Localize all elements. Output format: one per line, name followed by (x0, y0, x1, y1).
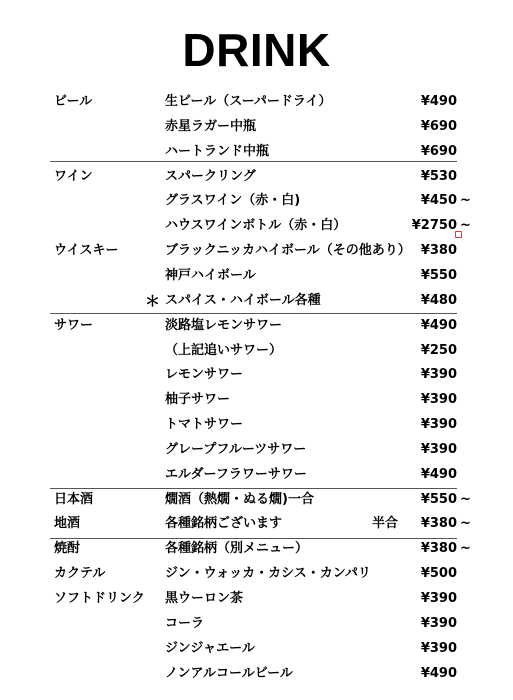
category-label: カクテル (54, 566, 106, 582)
section-divider (50, 488, 457, 489)
item-price: ¥490 (420, 317, 457, 333)
item-price: ¥390 (420, 640, 457, 656)
section-divider (50, 313, 457, 314)
page-title: DRINK (182, 24, 331, 76)
item-name: ハウスワインボトル（赤・白） (165, 218, 347, 234)
item-name: 燗酒（熱燗・ぬる燗)一合 (165, 491, 314, 507)
menu-row (0, 490, 513, 510)
menu-row (0, 142, 513, 162)
item-price: ¥390 (420, 591, 457, 606)
item-price: ¥390 (420, 392, 457, 408)
price-from-tilde: ~ (460, 491, 471, 507)
price-from-tilde: ~ (460, 541, 471, 557)
item-price: ¥380 (420, 516, 457, 532)
item-name: 柚子サワー (165, 392, 231, 408)
item-name: ジン・ウォッカ・カシス・カンパリ (165, 566, 371, 582)
menu-row (0, 539, 513, 559)
item-price: ¥530 (420, 168, 457, 184)
item-price: ¥450 (420, 193, 457, 209)
item-name: エルダーフラワーサワー (165, 466, 307, 482)
menu-row (0, 316, 513, 336)
item-name: ジンジャエール (165, 640, 255, 656)
item-name: スパークリング (165, 168, 256, 184)
item-price: ¥390 (420, 615, 457, 631)
menu-row (0, 167, 513, 187)
item-name: 神戸ハイボール (165, 267, 256, 283)
item-name: レモンサワー (165, 367, 244, 383)
menu-row (0, 216, 513, 236)
item-name: ブラックニッカハイボール（その他あり） (165, 243, 411, 259)
price-from-tilde: ~ (460, 218, 471, 234)
category-label: 地酒 (54, 516, 81, 532)
menu-row (0, 117, 513, 137)
marker-icon (455, 231, 462, 238)
asterisk-mark: ＊ (145, 291, 161, 310)
item-name: コーラ (165, 615, 205, 631)
item-price: ¥2750 (411, 218, 457, 234)
item-price: ¥390 (420, 417, 457, 433)
item-name: グラスワイン（赤・白) (165, 193, 301, 209)
menu-row (0, 514, 513, 534)
item-price: ¥380 (420, 243, 457, 259)
item-name: 生ビール（スーパードライ） (165, 94, 332, 109)
menu-row (0, 390, 513, 410)
item-price: ¥500 (420, 566, 457, 582)
menu-row (0, 589, 513, 609)
menu-row (0, 191, 513, 211)
category-label: ウイスキー (54, 243, 119, 259)
item-price: ¥490 (420, 665, 457, 681)
item-price: ¥250 (420, 342, 457, 358)
item-name: ノンアルコールビール (165, 665, 293, 681)
price-from-tilde: ~ (460, 193, 471, 209)
item-price: ¥490 (420, 94, 457, 109)
menu-row (0, 92, 513, 112)
menu-row (0, 440, 513, 460)
item-price: ¥690 (420, 143, 457, 159)
menu-row (0, 365, 513, 385)
item-price: ¥550 (420, 267, 457, 283)
item-name: ハートランド中瓶 (165, 143, 270, 159)
item-name: 各種銘柄（別メニュー） (165, 541, 309, 557)
section-divider (50, 538, 457, 539)
section-divider (50, 161, 457, 162)
item-name: 黒ウーロン茶 (165, 591, 244, 606)
menu-row (0, 266, 513, 286)
item-name: 赤星ラガー中瓶 (165, 118, 257, 134)
item-price: ¥550 (420, 491, 457, 507)
item-price: ¥690 (420, 118, 457, 134)
menu-row (0, 564, 513, 584)
category-label: サワー (54, 317, 94, 333)
item-price: ¥480 (420, 292, 457, 308)
item-name: グレープフルーツサワー (165, 441, 307, 457)
item-name: 淡路塩レモンサワー (165, 317, 283, 333)
price-from-tilde: ~ (460, 516, 471, 532)
menu-row (0, 291, 513, 311)
menu-row (0, 415, 513, 435)
item-price: ¥390 (420, 367, 457, 383)
category-label: ビール (54, 94, 93, 109)
category-label: ワイン (54, 168, 93, 184)
item-price: ¥390 (420, 441, 457, 457)
item-name: トマトサワー (165, 417, 244, 433)
menu-row (0, 664, 513, 684)
item-price: ¥380 (420, 541, 457, 557)
category-label: 焼酎 (54, 541, 81, 557)
item-price: ¥490 (420, 466, 457, 482)
category-label: ソフトドリンク (54, 591, 145, 606)
item-name: （上記追いサワー） (165, 342, 283, 358)
item-name: 各種銘柄ございます (165, 516, 283, 532)
menu-row (0, 241, 513, 261)
size-label: 半合 (372, 516, 399, 532)
menu-row (0, 614, 513, 634)
item-name: スパイス・ハイボール各種 (165, 292, 321, 308)
menu-row (0, 341, 513, 361)
menu-row (0, 639, 513, 659)
menu-row (0, 465, 513, 485)
category-label: 日本酒 (54, 491, 94, 507)
